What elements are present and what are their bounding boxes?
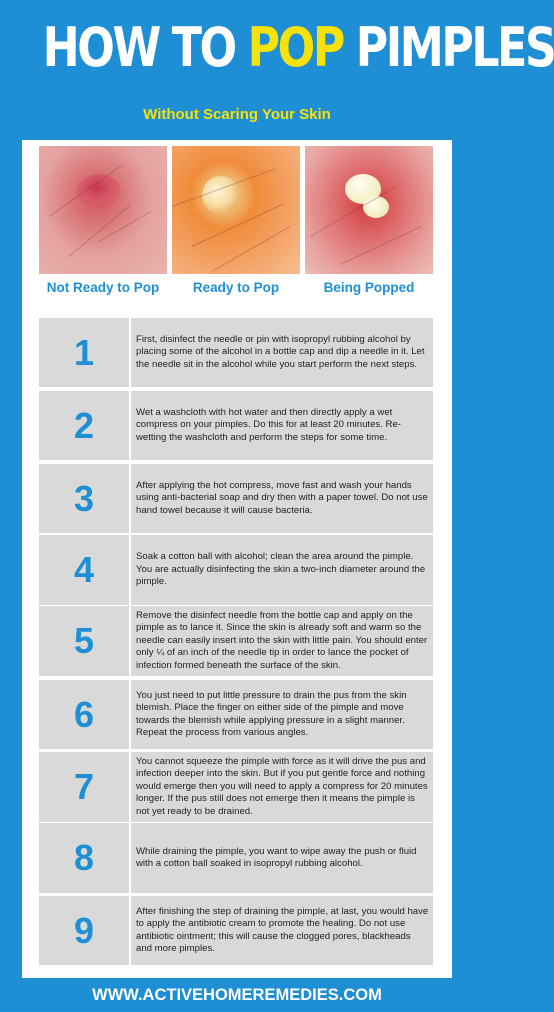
step-number: 3 — [73, 477, 95, 519]
step-row-6 — [39, 680, 433, 749]
step-row-2 — [39, 391, 433, 460]
step-row-7 — [39, 752, 433, 822]
step-number: 2 — [73, 404, 95, 446]
step-row-8 — [39, 823, 433, 893]
step-text: Soak a cotton ball with alcohol; clean the area around the pimple. You are actually disinfecting the skin a two-inch diameter around the pimple. — [136, 551, 426, 588]
step-text: While draining the pimple, you want to wipe away the push or fluid with a cotton ball soaked in isopropyl rubbing alcohol. — [136, 845, 417, 869]
title-part-3: PIMPLES — [342, 16, 554, 79]
step-number: 7 — [73, 766, 95, 807]
photo-label-ready: Ready to Pop — [192, 280, 280, 295]
row-divider — [129, 823, 131, 893]
step-number: 5 — [73, 620, 95, 661]
step-number: 9 — [73, 909, 95, 951]
step-number: 1 — [73, 331, 95, 373]
page-title — [42, 6, 554, 90]
step-row-5 — [39, 606, 433, 676]
header — [0, 0, 554, 140]
pus-blob — [363, 196, 389, 218]
step-text: After applying the hot compress, move fast and wash your hands using anti-bacterial soap and dry then with a paper towel. Do not use hand towel because it will cause bacteria. — [136, 479, 428, 516]
step-number: 6 — [73, 693, 95, 735]
step-text: First, disinfect the needle or pin with isopropyl rubbing alcohol by placing some of the alcohol in a bottle cap and dip a needle in it. Let the needle sit in the alcohol while you start perform the next steps. — [136, 333, 425, 370]
row-divider — [129, 318, 131, 387]
title-highlight: POP — [247, 16, 343, 79]
row-divider — [129, 680, 131, 749]
step-text: Wet a washcloth with hot water and then directly apply a wet compress on your pimples. Do this for at least 20 minutes. Re-wetting the washcloth and perform the steps for some time. — [136, 406, 402, 443]
row-divider — [129, 535, 131, 605]
row-divider — [129, 464, 131, 533]
subtitle: Without Scaring Your Skin — [143, 106, 331, 123]
step-number: 8 — [73, 837, 95, 878]
photo-ready — [172, 146, 300, 274]
row-divider — [129, 391, 131, 460]
step-row-9 — [39, 896, 433, 965]
row-divider — [129, 606, 131, 676]
step-text: Remove the disinfect needle from the bottle cap and apply on the pimple as to lance it. Since the skin is already soft and warm so the needle can easily insert into the skin with little pain. You should enter only ¼ of an inch of the needle tip in order to lance the pocket of infection formed beneath the surface of the skin. — [136, 609, 428, 671]
title-part-1: HOW TO — [42, 16, 248, 79]
photo-being-popped — [305, 146, 433, 274]
row-divider — [129, 896, 131, 965]
photo-not-ready — [39, 146, 167, 274]
step-text: You cannot squeeze the pimple with force as it will drive the pus and infection deeper into the skin. But if you put gentle force and nothing would emerge then you will need to apply a compress for 20 minutes longer. If the pus still does not emerge then it means the pimple is not yet ready to be drained. — [136, 755, 428, 817]
step-row-1 — [39, 318, 433, 387]
pimple-head — [202, 176, 240, 214]
row-divider — [129, 752, 131, 822]
photo-label-being-popped: Being Popped — [323, 280, 415, 295]
footer-website-link[interactable]: WWW.ACTIVEHOMEREMEDIES.COM — [92, 985, 382, 1004]
step-text: After finishing the step of draining the pimple, at last, you would have to apply the antibiotic cream to promote the healing. Do not use antibiotic ointment; this will cause the clogged pores, blackheads and more pimples. — [136, 905, 429, 954]
content-panel — [22, 140, 452, 978]
step-row-3 — [39, 464, 433, 533]
step-text: You just need to put little pressure to drain the pus from the skin blemish. Place the finger on either side of the pimple and move towards the blemish while applying pressure in a slight manner. Repeat the process from various angles. — [136, 689, 407, 738]
photo-label-not-ready: Not Ready to Pop — [46, 280, 160, 295]
step-number: 4 — [73, 549, 95, 590]
step-row-4 — [39, 535, 433, 605]
